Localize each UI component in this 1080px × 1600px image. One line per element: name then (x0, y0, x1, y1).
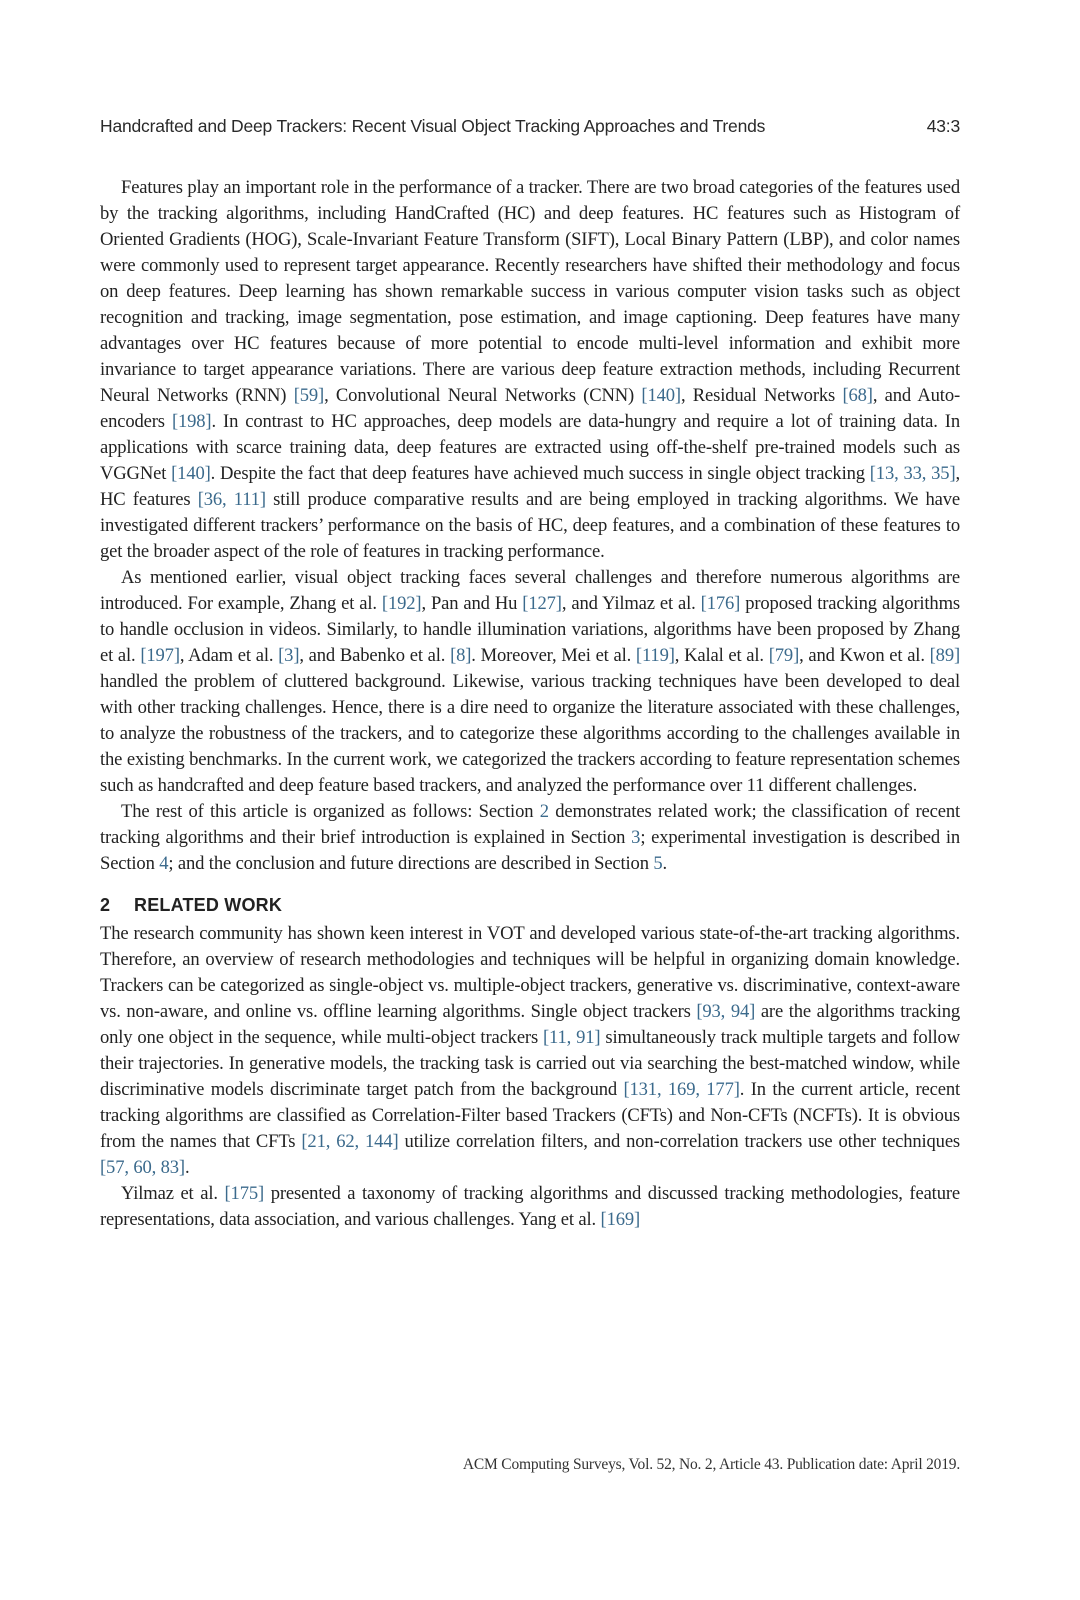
citation-link[interactable]: 2 (539, 801, 549, 822)
text-run: . (184, 1157, 190, 1178)
citation-link[interactable]: [3] (278, 645, 300, 666)
text-run: As mentioned earlier, visual object tracking faces several challenges and therefore numerous algorithms are introduced. For example, Zhang et al. (100, 567, 960, 614)
paragraph (100, 799, 960, 877)
text-run: simultaneously track multiple targets and follow their trajectories. In generative models, the tracking task is carried out via searching the best-matched window, while discriminative models discriminate target patch from the background (100, 1027, 960, 1100)
paragraph (100, 175, 960, 565)
text-run: The rest of this article is organized as follows: Section (121, 801, 540, 822)
citation-link[interactable]: [11, 91] (543, 1027, 601, 1048)
citation-link[interactable]: 3 (631, 827, 641, 848)
citation-link[interactable]: [21, 62, 144] (301, 1131, 399, 1152)
citation-link[interactable]: [59] (293, 385, 325, 406)
citation-link[interactable]: [198] (171, 411, 212, 432)
text-run: , Kalal et al. (674, 645, 769, 666)
citation-link[interactable]: [36, 111] (197, 489, 266, 510)
journal-footer: ACM Computing Surveys, Vol. 52, No. 2, Article 43. Publication date: April 2019. (462, 1456, 960, 1473)
text-run: . In contrast to HC approaches, deep models are data-hungry and require a lot of training data. In applications with scarce training data, deep features are extracted using off-the-shelf pre-trained models such as VGGNet (100, 411, 960, 484)
text-run: still produce comparative results and are being employed in tracking algorithms. We have investigated different trackers’ performance on the basis of HC, deep features, and a combination of these features to get the broader aspect of the role of features in tracking performance. (100, 489, 960, 562)
text-run: , and Auto-encoders (100, 385, 961, 432)
citation-link[interactable]: [169] (600, 1209, 641, 1230)
section-heading (100, 891, 960, 919)
text-run: , Residual Networks (680, 385, 843, 406)
text-run: , Pan and Hu (421, 593, 523, 614)
citation-link[interactable]: [89] (929, 645, 961, 666)
text-run: . In the current article, recent tracking algorithms are classified as Correlation-Filter based Trackers (CFTs) and Non-CFTs (NCFTs). It is obvious from the names that CFTs (100, 1079, 960, 1152)
section-number: 2 (100, 895, 111, 915)
text-run: ; experimental investigation is described in Section (100, 827, 961, 874)
citation-link[interactable]: 4 (159, 853, 169, 874)
citation-link[interactable]: [197] (140, 645, 180, 666)
text-run: , HC features (100, 463, 960, 510)
text-run: , and Yilmaz et al. (561, 593, 701, 614)
citation-link[interactable]: [79] (768, 645, 800, 666)
citation-link[interactable]: [175] (224, 1183, 265, 1204)
citation-link[interactable]: [13, 33, 35] (869, 463, 956, 484)
text-run: The research community has shown keen interest in VOT and developed various state-of-the-art tracking algorithms. Therefore, an overview of research methodologies and techniques will be helpful in organizing domain knowledge. Trackers can be categorized as single-object vs. multiple-object trackers, generative vs. discriminative, context-aware vs. non-aware, and online vs. offline learning algorithms. Single object trackers (100, 923, 960, 1022)
text-run: . Despite the fact that deep features have achieved much success in single object tracking (210, 463, 870, 484)
text-run: . Moreover, Mei et al. (471, 645, 636, 666)
citation-link[interactable]: [68] (842, 385, 873, 406)
citation-link[interactable]: [93, 94] (696, 1001, 756, 1022)
text-run: proposed tracking algorithms to handle occlusion in videos. Similarly, to handle illumination variations, algorithms have been proposed by Zhang et al. (100, 593, 960, 666)
citation-link[interactable]: [8] (450, 645, 472, 666)
citation-link[interactable]: [127] (522, 593, 562, 614)
citation-link[interactable]: [176] (700, 593, 741, 614)
text-run: Features play an important role in the performance of a tracker. There are two broad categories of the features used by the tracking algorithms, including HandCrafted (HC) and deep features. HC features such as Histogram of Oriented Gradients (HOG), Scale-Invariant Feature Transform (SIFT), Local Binary Pattern (LBP), and color names were commonly used to represent target appearance. Recently researchers have shifted their methodology and focus on deep features. Deep learning has shown remarkable success in various computer vision tasks such as object recognition and tracking, image segmentation, pose estimation, and image captioning. Deep features have many advantages over HC features because of more potential to encode multi-level information and exhibit more invariance to target appearance variations. There are various deep feature extraction methods, including Recurrent Neural Networks (RNN) (100, 177, 960, 406)
text-run: presented a taxonomy of tracking algorithms and discussed tracking methodologies, feature representations, data association, and various challenges. Yang et al. (100, 1183, 960, 1230)
paragraph (100, 1181, 960, 1233)
citation-link[interactable]: [119] (635, 645, 675, 666)
body-text (100, 175, 960, 1233)
text-run: ; and the conclusion and future directions are described in Section (168, 853, 654, 874)
text-run: . (662, 853, 668, 874)
section-title: RELATED WORK (134, 895, 283, 915)
text-run: demonstrates related work; the classification of recent tracking algorithms and their brief introduction is explained in Section (100, 801, 961, 848)
text-run: , Adam et al. (179, 645, 279, 666)
text-run: , Convolutional Neural Networks (CNN) (324, 385, 642, 406)
citation-link[interactable]: [57, 60, 83] (100, 1157, 185, 1178)
text-run: , and Babenko et al. (299, 645, 451, 666)
text-run: utilize correlation filters, and non-correlation trackers use other techniques (398, 1131, 961, 1152)
text-run: , and Kwon et al. (799, 645, 930, 666)
page-number: 43:3 (926, 116, 960, 136)
section-paragraphs (100, 921, 960, 1233)
citation-link[interactable]: [131, 169, 177] (623, 1079, 740, 1100)
citation-link[interactable]: [140] (641, 385, 681, 406)
text-run: Yilmaz et al. (121, 1183, 225, 1204)
text-run: handled the problem of cluttered background. Likewise, various tracking techniques have been developed to deal with other tracking challenges. Hence, there is a dire need to organize the literature associated with these challenges, to analyze the robustness of the trackers, and to categorize these algorithms according to the challenges available in the existing benchmarks. In the current work, we categorized the trackers according to feature representation schemes such as handcrafted and deep feature based trackers, and analyzed the performance over 11 different challenges. (100, 671, 960, 796)
citation-link[interactable]: 5 (653, 853, 663, 874)
citation-link[interactable]: [192] (381, 593, 422, 614)
text-run: are the algorithms tracking only one object in the sequence, while multi-object trackers (100, 1001, 961, 1048)
running-header (100, 116, 960, 137)
running-title: Handcrafted and Deep Trackers: Recent Visual Object Tracking Approaches and Trends (100, 116, 766, 136)
citation-link[interactable]: [140] (171, 463, 211, 484)
intro-paragraphs (100, 175, 960, 877)
paragraph (100, 565, 960, 799)
paragraph (100, 921, 960, 1181)
